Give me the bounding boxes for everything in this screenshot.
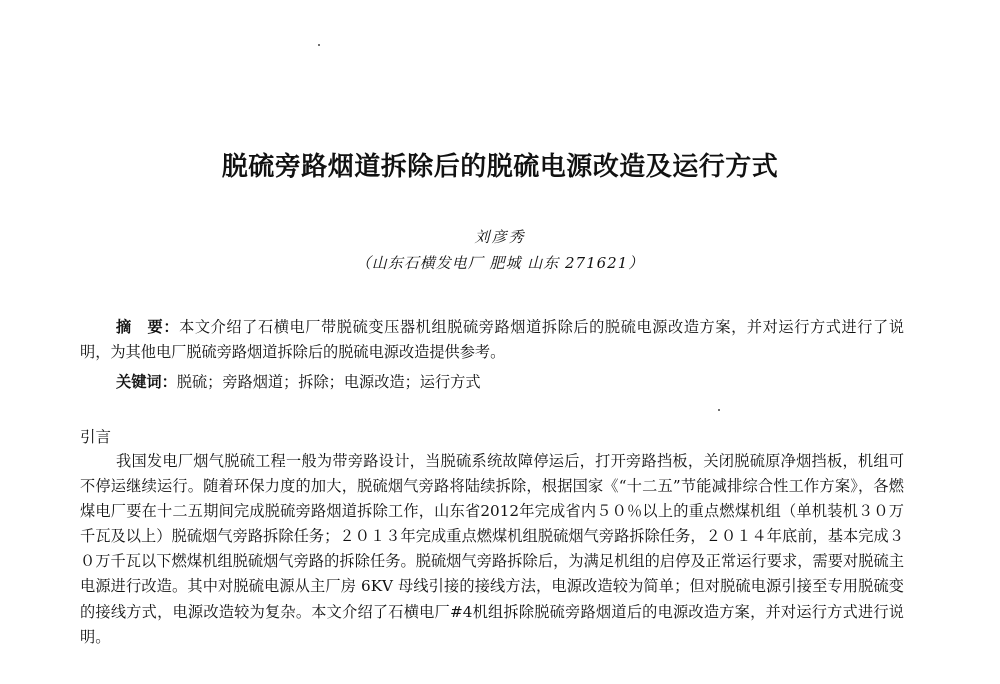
author-affiliation: （山东石横发电厂 肥城 山东 271621） (355, 254, 645, 272)
abstract-label: 摘 要： (116, 318, 180, 336)
keywords-label: 关键词： (116, 373, 177, 391)
keywords-text: 脱硫；旁路烟道；拆除；电源改造；运行方式 (176, 373, 481, 391)
author-name: 刘彦秀 (474, 228, 526, 246)
section-heading-introduction: 引言 (80, 428, 112, 446)
paper-title: 脱硫旁路烟道拆除后的脱硫电源改造及运行方式 (221, 152, 779, 182)
introduction-paragraph: 我国发电厂烟气脱硫工程一般为带旁路设计，当脱硫系统故障停运后，打开旁路挡板，关闭脱硫原净烟挡板，机组可不停运继续运行。随着环保力度的加大，脱硫烟气旁路将陆续拆除，根据国家《“十二五”节能减排综合性工作方案》，各燃煤电厂要在十二五期间完成脱硫旁路烟道拆除工作，山东省2012年完成省内５０％以上的重点燃煤机组（单机装机３０万千瓦及以上）脱硫烟气旁路拆除任务；２０１３年完成重点燃煤机组脱硫烟气旁路拆除任务，２０１４年底前，基本完成３０万千瓦以下燃煤机组脱硫烟气旁路的拆除任务。脱硫烟气旁路拆除后，为满足机组的启停及正常运行要求，需要对脱硫主电源进行改造。其中对脱硫电源从主厂房 6KV 母线引接的接线方法，电源改造较为简单；但对脱硫电源引接至专用脱硫变的接线方式，电源改造较为复杂。本文介绍了石横电厂#4机组拆除脱硫旁路烟道后的电源改造方案，并对运行方式进行说明。 (80, 452, 904, 646)
keywords-line (116, 370, 481, 395)
scan-speck (718, 409, 720, 411)
scan-speck (318, 44, 320, 46)
abstract-text: 本文介绍了石横电厂带脱硫变压器机组脱硫旁路烟道拆除后的脱硫电源改造方案，并对运行方式进行了说明，为其他电厂脱硫旁路烟道拆除后的脱硫电源改造提供参考。 (80, 318, 905, 361)
abstract-paragraph (80, 315, 904, 365)
